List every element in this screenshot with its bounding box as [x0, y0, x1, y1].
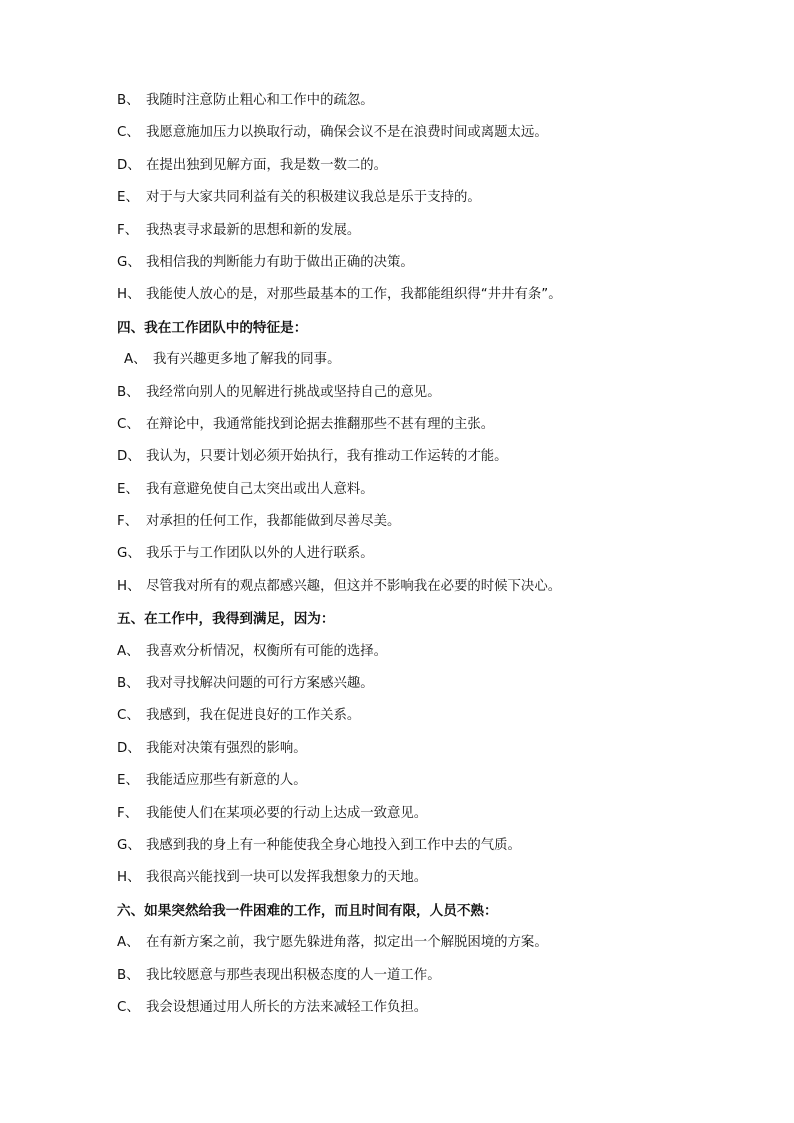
list-item: [117, 641, 757, 673]
list-item: [117, 220, 757, 252]
section-heading: 六、如果突然给我一件困难的工作，而且时间有限，人员不熟：: [117, 902, 498, 919]
item-letter: C、: [117, 999, 140, 1015]
item-text: 在有新方案之前，我宁愿先躲进角落，拟定出一个解脱困境的方案。: [146, 935, 548, 951]
list-item: [117, 382, 757, 414]
section-heading: 五、在工作中，我得到满足，因为：: [117, 611, 335, 628]
item-letter: A、: [117, 643, 140, 659]
questionnaire-content: [117, 90, 757, 1029]
list-item: [117, 155, 757, 187]
item-text: 我喜欢分析情况，权衡所有可能的选择。: [146, 643, 388, 659]
item-text: 我能适应那些有新意的人。: [146, 773, 307, 789]
item-text: 在提出独到见解方面，我是数一数二的。: [146, 157, 388, 173]
item-letter: C、: [117, 708, 140, 724]
item-letter: D、: [117, 157, 141, 173]
item-text: 我愿意施加压力以换取行动，确保会议不是在浪费时间或离题太远。: [146, 125, 548, 141]
item-letter: E、: [117, 190, 139, 206]
item-text: 我能使人放心的是，对那些最基本的工作，我都能组织得“井井有条”。: [146, 287, 562, 303]
item-text: 我有兴趣更多地了解我的同事。: [153, 352, 341, 368]
list-item: [117, 803, 757, 835]
list-item: [117, 284, 757, 316]
item-letter: F、: [117, 222, 139, 238]
item-text: 我会设想通过用人所长的方法来减轻工作负担。: [146, 999, 428, 1015]
list-item: [117, 576, 757, 608]
list-item: [117, 446, 757, 478]
item-text: 我感到，我在促进良好的工作关系。: [146, 708, 361, 724]
list-item: [117, 835, 757, 867]
list-item: [117, 738, 757, 770]
list-item: [117, 511, 757, 543]
item-letter: H、: [117, 578, 141, 594]
item-letter: E、: [117, 773, 139, 789]
list-item: [117, 252, 757, 284]
item-letter: E、: [117, 481, 139, 497]
item-text: 对于与大家共同利益有关的积极建议我总是乐于支持的。: [146, 190, 481, 206]
item-letter: B、: [117, 93, 140, 108]
item-letter: F、: [117, 805, 139, 821]
item-letter: B、: [117, 384, 140, 400]
list-item: [117, 932, 757, 964]
list-item: [117, 414, 757, 446]
item-text: 对承担的任何工作，我都能做到尽善尽美。: [146, 514, 401, 530]
list-item: [117, 349, 757, 381]
item-text: 我经常向别人的见解进行挑战或坚持自己的意见。: [146, 384, 441, 400]
item-letter: D、: [117, 449, 141, 465]
list-item: [117, 543, 757, 575]
item-text: 尽管我对所有的观点都感兴趣，但这并不影响我在必要的时候下决心。: [146, 578, 562, 594]
item-text: 我相信我的判断能力有助于做出正确的决策。: [146, 254, 414, 270]
list-item: [117, 122, 757, 154]
item-text: 我随时注意防止粗心和工作中的疏忽。: [146, 93, 374, 108]
item-letter: A、: [124, 352, 147, 368]
item-letter: B、: [117, 967, 140, 983]
item-letter: A、: [117, 935, 140, 951]
list-item: [117, 705, 757, 737]
list-item: [117, 479, 757, 511]
item-letter: H、: [117, 287, 141, 303]
item-letter: G、: [117, 837, 141, 853]
item-text: 在辩论中，我通常能找到论据去推翻那些不甚有理的主张。: [146, 416, 495, 432]
item-text: 我能使人们在某项必要的行动上达成一致意见。: [146, 805, 428, 821]
list-item: [117, 965, 757, 997]
item-text: 我感到我的身上有一种能使我全身心地投入到工作中去的气质。: [146, 837, 521, 853]
item-text: 我热衷寻求最新的思想和新的发展。: [146, 222, 361, 238]
section-heading: 四、我在工作团队中的特征是：: [117, 319, 308, 336]
item-letter: H、: [117, 870, 141, 886]
list-item: [117, 187, 757, 219]
item-text: 我对寻找解决问题的可行方案感兴趣。: [146, 676, 374, 692]
list-item: [117, 867, 757, 899]
list-item: [117, 997, 757, 1029]
item-letter: D、: [117, 740, 141, 756]
item-letter: F、: [117, 514, 139, 530]
list-item: [117, 770, 757, 802]
item-text: 我乐于与工作团队以外的人进行联系。: [146, 546, 374, 562]
item-letter: C、: [117, 125, 140, 141]
item-letter: B、: [117, 676, 140, 692]
item-letter: G、: [117, 546, 141, 562]
item-text: 我能对决策有强烈的影响。: [146, 740, 307, 756]
item-text: 我很高兴能找到一块可以发挥我想象力的天地。: [146, 870, 428, 886]
item-letter: C、: [117, 416, 140, 432]
item-text: 我比较愿意与那些表现出积极态度的人一道工作。: [146, 967, 441, 983]
item-text: 我有意避免使自己太突出或出人意料。: [146, 481, 374, 497]
item-text: 我认为，只要计划必须开始执行，我有推动工作运转的才能。: [146, 449, 508, 465]
list-item: [117, 90, 757, 122]
list-item: [117, 673, 757, 705]
item-letter: G、: [117, 254, 141, 270]
